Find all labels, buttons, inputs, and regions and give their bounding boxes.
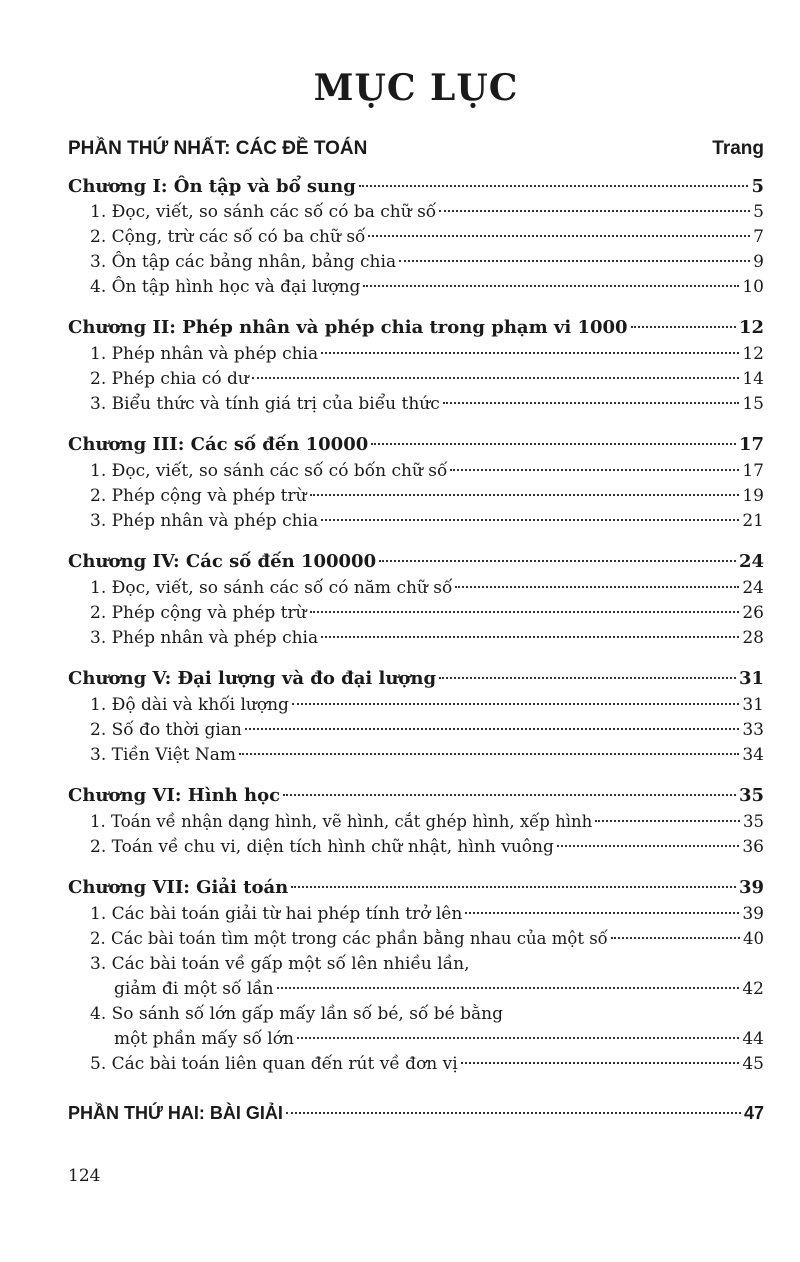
item-title: 5. Các bài toán liên quan đến rút về đơn vị (90, 1054, 458, 1074)
toc-page (68, 0, 764, 1262)
toc-item[interactable] (68, 927, 764, 951)
chapter-title: Chương IV: Các số đến 100000 (68, 551, 377, 572)
toc-item[interactable] (68, 342, 764, 366)
toc-item[interactable] (68, 367, 764, 391)
toc-item-line1[interactable]: 3. Các bài toán về gấp một số lên nhiều lần, (90, 954, 470, 974)
chapter-page: 24 (738, 551, 764, 572)
toc-item[interactable] (68, 693, 764, 717)
chapter-page: 12 (738, 317, 764, 338)
toc-chapter-7[interactable] (68, 876, 764, 900)
part1-label: PHẦN THỨ NHẤT: CÁC ĐỀ TOÁN (68, 138, 368, 159)
toc-chapter-2[interactable] (68, 316, 764, 340)
dot-leader (245, 728, 740, 730)
dot-leader (359, 185, 749, 187)
dot-leader (631, 326, 736, 328)
toc-item[interactable] (68, 1052, 764, 1076)
item-page: 35 (743, 812, 764, 831)
dot-leader (439, 677, 736, 679)
chapter-title: Chương I: Ôn tập và bổ sung (68, 176, 356, 197)
item-title: 3. Tiền Việt Nam (90, 745, 237, 765)
chapter-page: 39 (738, 877, 764, 898)
item-title: 1. Đọc, viết, so sánh các số có bốn chữ số (90, 461, 448, 481)
chapter-title: Chương III: Các số đến 10000 (68, 434, 369, 455)
item-title: 1. Toán về nhận dạng hình, vẽ hình, cắt ghép hình, xếp hình (90, 812, 593, 831)
toc-item[interactable] (68, 977, 764, 1001)
page-number: 124 (68, 1166, 101, 1186)
chapter-page: 31 (738, 668, 764, 689)
item-page: 12 (742, 344, 764, 364)
dot-leader (286, 1112, 741, 1114)
dot-leader (461, 1062, 740, 1064)
page-title: MỤC LỤC (313, 67, 519, 109)
chapter-title: Chương VI: Hình học (68, 785, 281, 806)
toc-item[interactable] (68, 250, 764, 274)
dot-leader (399, 260, 750, 262)
item-page: 40 (743, 929, 764, 948)
dot-leader (455, 586, 739, 588)
dot-leader (321, 519, 739, 521)
dot-leader (321, 636, 739, 638)
dot-leader (310, 494, 740, 496)
item-page: 34 (742, 745, 764, 765)
toc-item[interactable] (68, 200, 764, 224)
toc-item[interactable] (68, 225, 764, 249)
dot-leader (439, 210, 750, 212)
item-title: 2. Các bài toán tìm một trong các phần bằng nhau của một số (90, 929, 608, 948)
item-title: 1. Đọc, viết, so sánh các số có ba chữ số (90, 202, 437, 222)
dot-leader (297, 1037, 739, 1039)
item-page: 31 (742, 695, 764, 715)
item-title: 3. Phép nhân và phép chia (90, 511, 319, 531)
toc-item[interactable] (68, 743, 764, 767)
toc-item[interactable] (68, 576, 764, 600)
item-title-continued: giảm đi một số lần (114, 979, 274, 999)
toc-item[interactable] (68, 835, 764, 859)
item-page: 42 (742, 979, 764, 999)
toc-chapter-6[interactable] (68, 784, 764, 808)
toc-item-line1[interactable]: 4. So sánh số lớn gấp mấy lần số bé, số bé bằng (90, 1004, 503, 1024)
page-column-header: Trang (712, 138, 764, 159)
dot-leader (371, 443, 736, 445)
toc-chapter-5[interactable] (68, 667, 764, 691)
part2-label: PHẦN THỨ HAI: BÀI GIẢI (68, 1103, 283, 1123)
dot-leader (368, 235, 750, 237)
toc-item[interactable] (68, 902, 764, 926)
item-title-continued: một phần mấy số lớn (114, 1029, 294, 1049)
item-title: 3. Phép nhân và phép chia (90, 628, 319, 648)
item-title: 1. Đọc, viết, so sánh các số có năm chữ số (90, 578, 453, 598)
item-page: 45 (742, 1054, 764, 1074)
toc-part-2[interactable] (68, 1101, 764, 1125)
dot-leader (291, 886, 736, 888)
dot-leader (321, 352, 739, 354)
dot-leader (450, 469, 739, 471)
dot-leader (277, 987, 740, 989)
dot-leader (283, 794, 736, 796)
item-page: 24 (742, 578, 764, 598)
dot-leader (252, 377, 740, 379)
toc-chapter-3[interactable] (68, 433, 764, 457)
toc-item[interactable] (68, 509, 764, 533)
item-title: 1. Độ dài và khối lượng (90, 695, 289, 715)
item-page: 17 (742, 461, 764, 481)
toc-item[interactable] (68, 484, 764, 508)
item-page: 33 (742, 720, 764, 740)
item-title: 1. Phép nhân và phép chia (90, 344, 319, 364)
part2-page: 47 (743, 1103, 764, 1123)
item-title: 1. Các bài toán giải từ hai phép tính trở lên (90, 904, 463, 924)
item-page: 5 (753, 202, 764, 222)
toc-item[interactable] (68, 459, 764, 483)
item-page: 44 (742, 1029, 764, 1049)
chapter-title: Chương VII: Giải toán (68, 877, 289, 898)
toc-chapter-1[interactable] (68, 175, 764, 199)
item-title: 3. Ôn tập các bảng nhân, bảng chia (90, 252, 397, 272)
item-page: 26 (742, 603, 764, 623)
item-page: 36 (742, 837, 764, 857)
toc-item[interactable] (68, 626, 764, 650)
part1-heading (68, 137, 764, 161)
item-title: 2. Cộng, trừ các số có ba chữ số (90, 227, 366, 247)
dot-leader (239, 753, 739, 755)
item-page: 21 (742, 511, 764, 531)
item-page: 10 (742, 277, 764, 297)
toc-item[interactable] (68, 601, 764, 625)
dot-leader (465, 912, 739, 914)
dot-leader (379, 560, 736, 562)
item-title: 2. Phép cộng và phép trừ (90, 603, 307, 623)
item-page: 39 (742, 904, 764, 924)
item-page: 9 (753, 252, 764, 272)
chapter-page: 17 (738, 434, 764, 455)
dot-leader (557, 845, 739, 847)
item-page: 15 (742, 394, 764, 414)
item-page: 28 (742, 628, 764, 648)
dot-leader (611, 937, 740, 939)
toc-item[interactable] (68, 275, 764, 299)
toc-item[interactable] (68, 810, 764, 834)
dot-leader (310, 611, 740, 613)
item-page: 7 (753, 227, 764, 247)
dot-leader (292, 703, 739, 705)
chapter-page: 5 (751, 176, 764, 197)
chapter-title: Chương II: Phép nhân và phép chia trong phạm vi 1000 (68, 317, 628, 338)
item-title: 2. Số đo thời gian (90, 720, 242, 740)
item-title: 2. Phép cộng và phép trừ (90, 486, 307, 506)
item-title: 4. Ôn tập hình học và đại lượng (90, 277, 361, 297)
item-page: 19 (742, 486, 764, 506)
item-title: 2. Phép chia có dư (90, 369, 249, 389)
item-title: 3. Biểu thức và tính giá trị của biểu thức (90, 394, 440, 414)
toc-item[interactable] (68, 718, 764, 742)
toc-item[interactable] (68, 392, 764, 416)
chapter-page: 35 (738, 785, 764, 806)
chapter-title: Chương V: Đại lượng và đo đại lượng (68, 668, 437, 689)
item-title: 2. Toán về chu vi, diện tích hình chữ nhật, hình vuông (90, 837, 554, 857)
dot-leader (443, 402, 740, 404)
dot-leader (363, 285, 739, 287)
toc-item[interactable] (68, 1027, 764, 1051)
toc-chapter-4[interactable] (68, 550, 764, 574)
dot-leader (595, 820, 740, 822)
item-page: 14 (742, 369, 764, 389)
